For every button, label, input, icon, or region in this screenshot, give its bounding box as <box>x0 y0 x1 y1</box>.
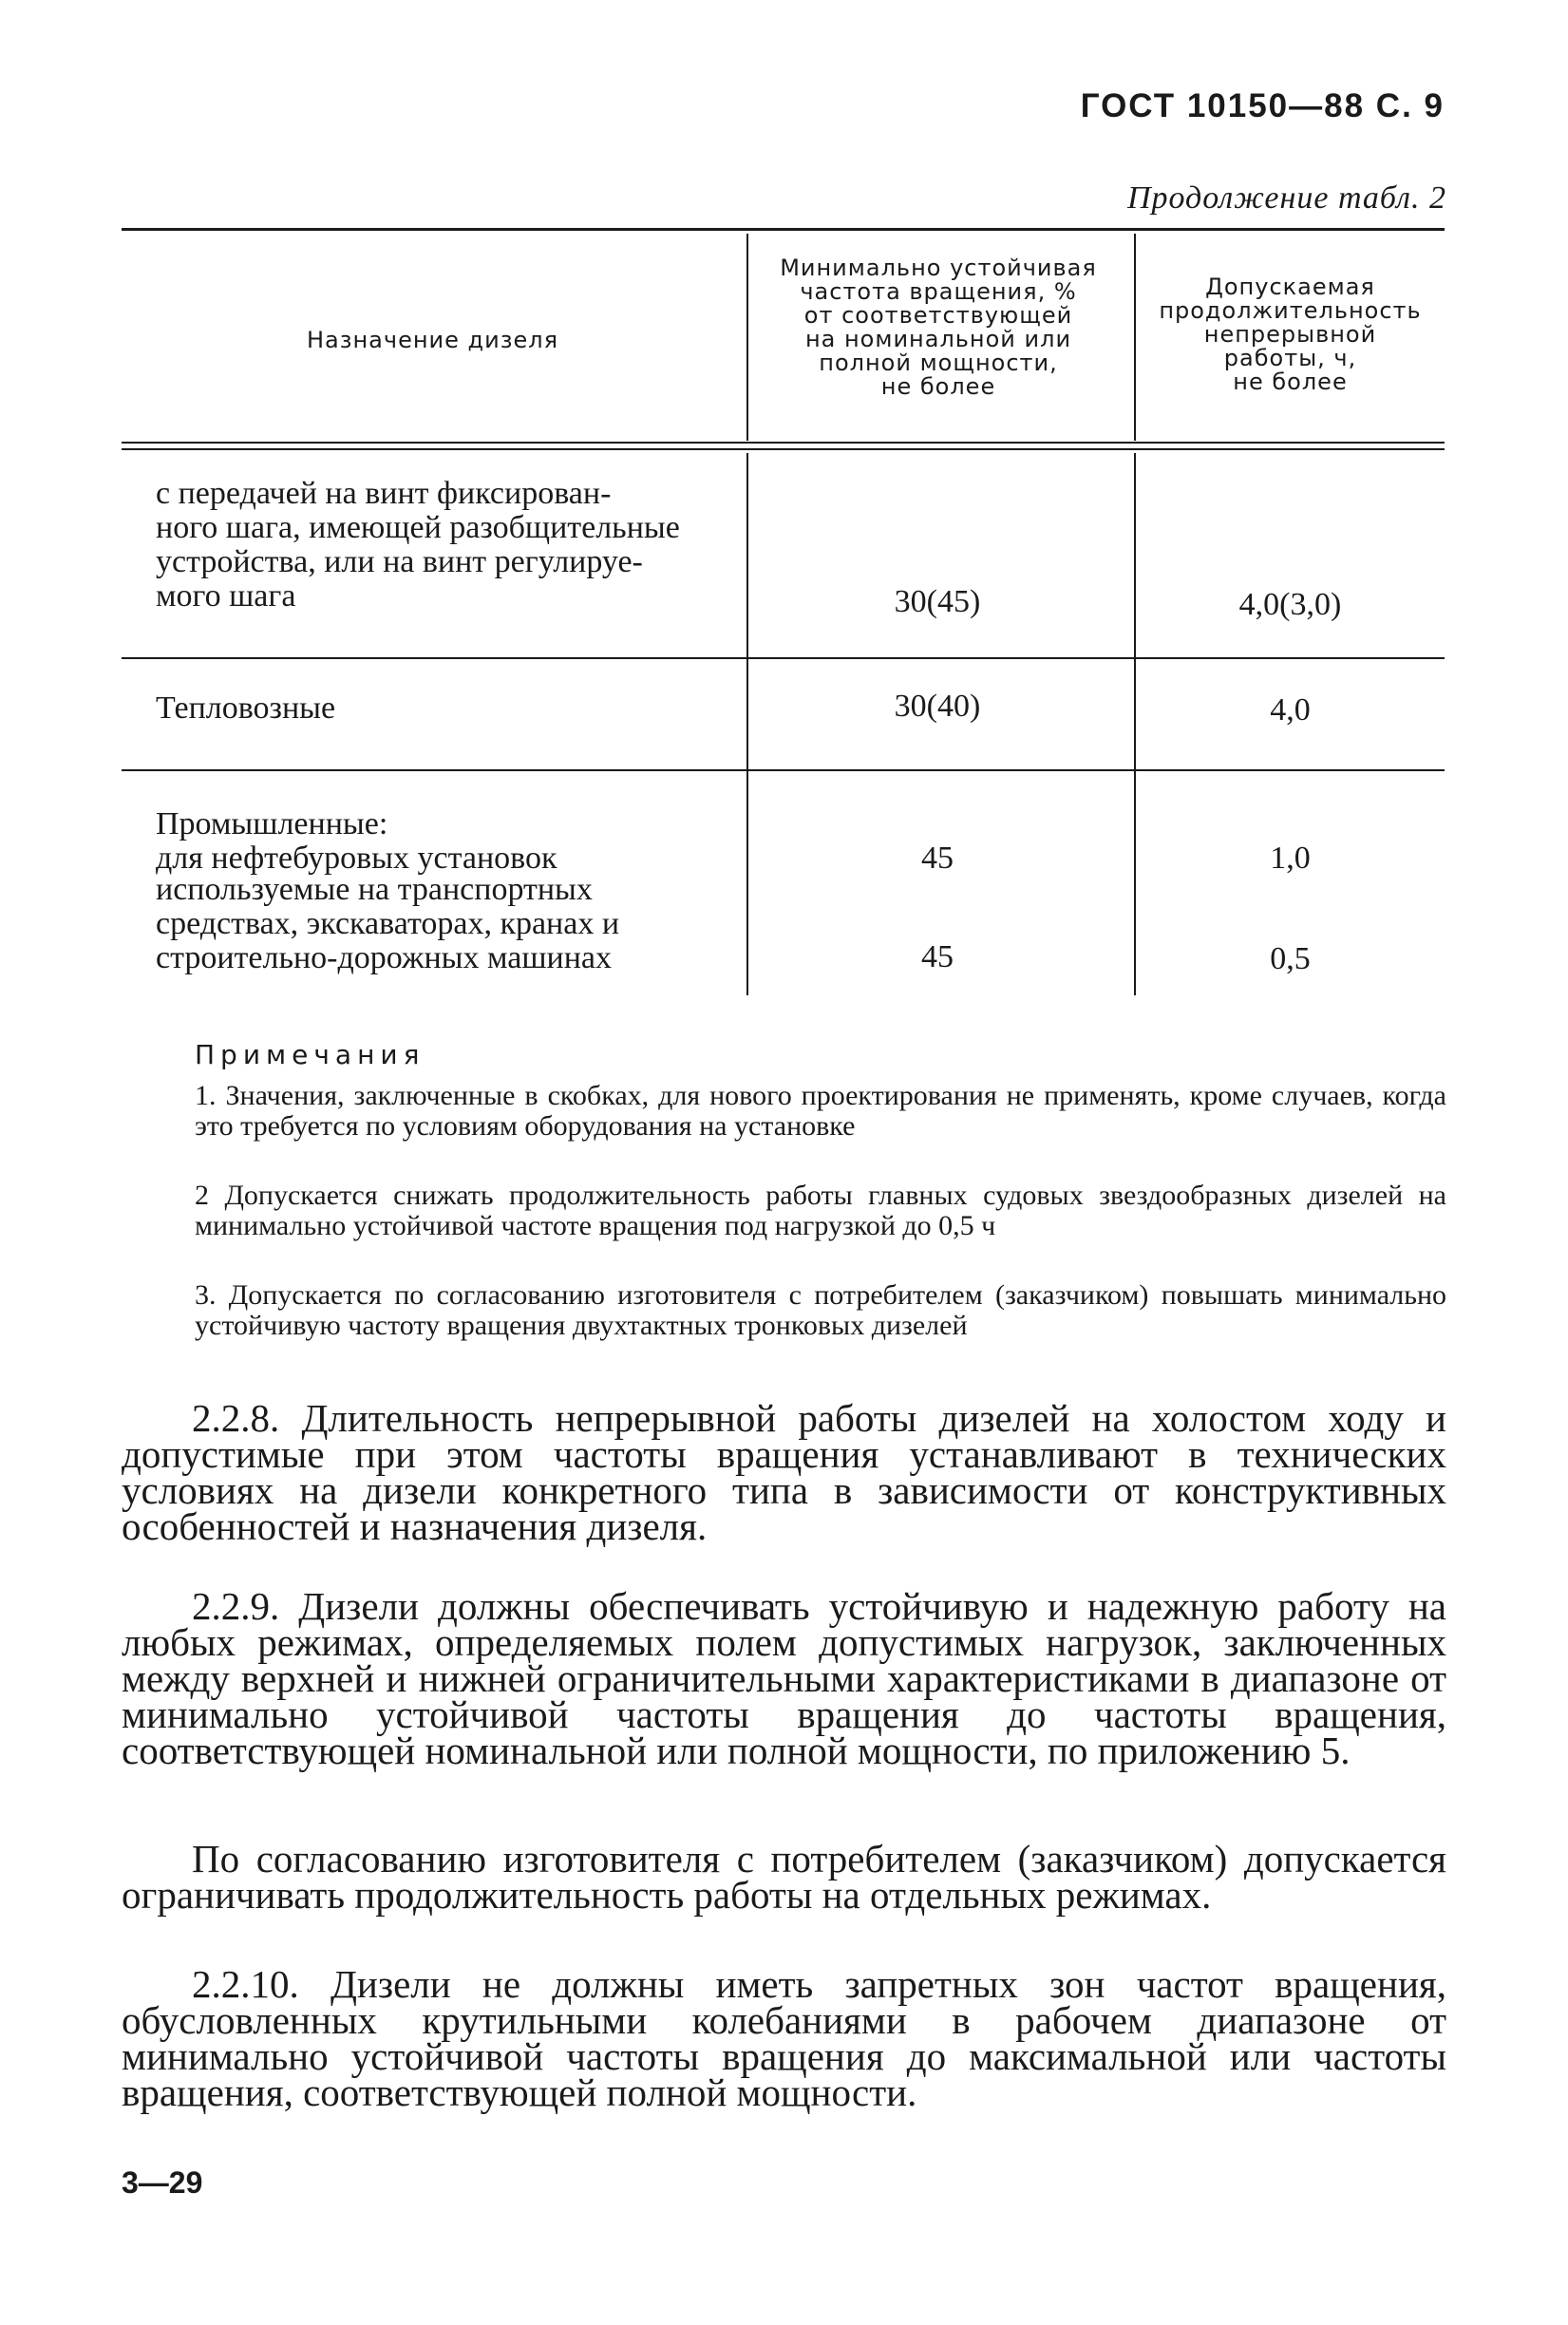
table-row-purpose: с передачей на винт фиксирован- ного шага, имеющей разобщительные устройства, или на винт регулируе- мого шага <box>156 476 680 614</box>
note-item: 2 Допускается снижать продолжительность работы главных судовых звездообразных дизелей на минимально устойчивой частоте вращения под нагрузкой до 0,5 ч <box>195 1180 1446 1241</box>
clause-paragraph: 2.2.9. Дизели должны обеспечивать устойчивую и надежную работу на любых режимах, определяемых полем допустимых нагрузок, заключенных между верхней и нижней ограничительными характеристиками в диапазоне от минимально устойчивой частоты вращения до частоты вращения, соответствующей номинальной или полной мощности, по приложению 5. <box>122 1584 1446 1772</box>
table-row-group-heading: Промышленные: <box>156 806 388 841</box>
table-row-duration: 4,0(3,0) <box>1238 587 1342 622</box>
page-signature-mark: 3—29 <box>122 2165 203 2200</box>
notes-title: Примечания <box>195 1039 425 1070</box>
standard-code-header: ГОСТ 10150—88 С. 9 <box>1080 87 1445 124</box>
table-row-duration: 4,0 <box>1270 692 1311 728</box>
note-item: 1. Значения, заключенные в скобках, для нового проектирования не применять, кроме случаев, когда это требуется по условиям оборудования на установке <box>195 1080 1446 1142</box>
table-row-purpose: Тепловозные <box>156 690 336 726</box>
note-item: 3. Допускается по согласованию изготовителя с потребителем (заказчиком) повышать минимально устойчивую частоту вращения двухтактных тронковых дизелей <box>195 1279 1446 1341</box>
table-row-purpose: используемые на транспортных средствах, экскаваторах, кранах и строительно-дорожных машинах <box>156 872 620 975</box>
clause-paragraph: По согласованию изготовителя с потребителем (заказчиком) допускается ограничивать продолжительность работы на отдельных режимах. <box>122 1837 1446 1917</box>
table-row-min-speed: 30(45) <box>894 584 981 619</box>
table-row-min-speed: 45 <box>921 939 954 974</box>
clause-paragraph: 2.2.8. Длительность непрерывной работы дизелей на холостом ходу и допустимые при этом частоты вращения устанавливают в технических условиях на дизели конкретного типа в зависимости от конструктивных особенностей и назначения дизеля. <box>122 1396 1446 1548</box>
table-row-min-speed: 45 <box>921 841 954 876</box>
table-continuation-caption: Продолжение табл. 2 <box>1126 180 1446 216</box>
table-row-min-speed: 30(40) <box>894 689 981 724</box>
clause-paragraph: 2.2.10. Дизели не должны иметь запретных зон частот вращения, обусловленных крутильными колебаниями в рабочем диапазоне от минимально устойчивой частоты вращения до максимальной или частоты вращения, соответствующей полной мощности. <box>122 1962 1446 2114</box>
column-header-purpose: Назначение дизеля <box>306 327 559 353</box>
table-row-purpose: для нефтебуровых установок <box>156 841 557 876</box>
table-row-duration: 1,0 <box>1270 841 1311 876</box>
table-row-duration: 0,5 <box>1270 941 1311 976</box>
column-header-min-speed: Минимально устойчивая частота вращения, % от соответствующей на номинальной или полной мощности, не более <box>780 255 1097 400</box>
column-header-duration: Допускаемая продолжительность непрерывной работы, ч, не более <box>1159 274 1422 395</box>
table-body <box>122 228 1445 1026</box>
